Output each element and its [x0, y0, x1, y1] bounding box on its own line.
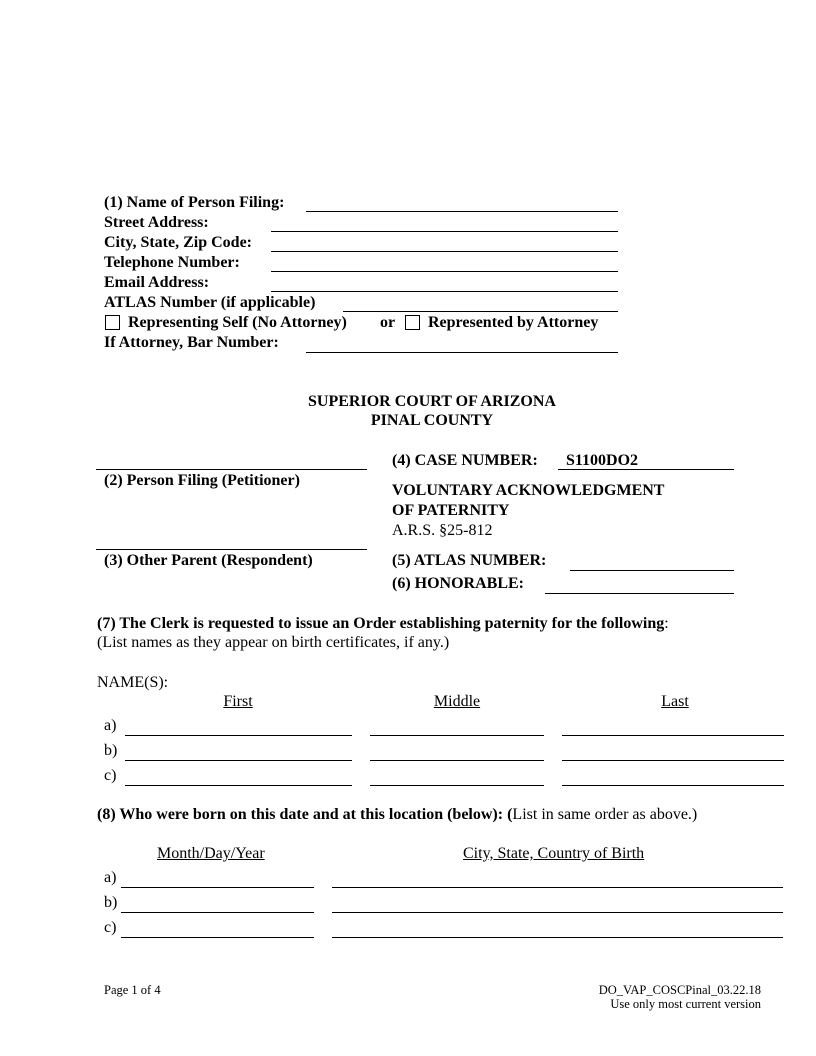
name-row-b-first-field[interactable] [125, 760, 352, 761]
birth-row-b-date-field[interactable] [121, 912, 314, 913]
names-label: NAME(S): [97, 674, 169, 691]
birth-row-a-date-field[interactable] [121, 887, 314, 888]
represented-by-attorney-checkbox[interactable] [405, 315, 420, 330]
name-row-a-first-field[interactable] [125, 735, 352, 736]
street-address-label: Street Address: [104, 214, 209, 231]
atlas-number-field[interactable] [343, 311, 618, 312]
bar-number-label: If Attorney, Bar Number: [104, 334, 279, 351]
petitioner-label: (2) Person Filing (Petitioner) [104, 472, 300, 489]
case-number-value: S1100DO2 [566, 452, 639, 469]
column-place: City, State, Country of Birth [463, 845, 645, 862]
section7-heading [97, 615, 669, 633]
bar-number-field[interactable] [306, 352, 618, 353]
document-title-line1: VOLUNTARY ACKNOWLEDGMENT [392, 482, 665, 499]
birth-row-a-label: a) [104, 869, 117, 886]
court-county: PINAL COUNTY [370, 412, 494, 429]
name-row-b-middle-field[interactable] [370, 760, 544, 761]
column-first: First [223, 693, 253, 710]
section8-heading [97, 806, 697, 824]
atlas-number-label: ATLAS Number (if applicable) [104, 294, 316, 311]
birth-row-b-place-field[interactable] [332, 912, 783, 913]
birth-row-b-label: b) [104, 894, 118, 911]
name-row-c-middle-field[interactable] [370, 785, 544, 786]
honorable-label: (6) HONORABLE: [392, 575, 524, 592]
section8-heading-normal: List in same order as above.) [512, 806, 698, 823]
atlas-number-caption-field[interactable] [570, 570, 734, 571]
represented-by-attorney-label: Represented by Attorney [428, 314, 599, 331]
name-row-a-label: a) [104, 717, 117, 734]
section7-heading-text: (7) The Clerk is requested to issue an Order establishing paternity for the following [97, 615, 665, 632]
case-number-field[interactable] [558, 469, 734, 470]
name-of-person-filing-field[interactable] [306, 211, 618, 212]
telephone-number-field[interactable] [271, 271, 618, 272]
column-date: Month/Day/Year [157, 845, 265, 862]
representing-self-label: Representing Self (No Attorney) [128, 314, 347, 331]
respondent-label: (3) Other Parent (Respondent) [104, 552, 313, 569]
document-title-line2: OF PATERNITY [392, 502, 510, 519]
city-state-zip-field[interactable] [271, 251, 618, 252]
court-name: SUPERIOR COURT OF ARIZONA [308, 393, 556, 410]
email-address-label: Email Address: [104, 274, 210, 291]
form-id: DO_VAP_COSCPinal_03.22.18 [598, 983, 761, 997]
name-row-b-label: b) [104, 742, 118, 759]
section7-note: (List names as they appear on birth certificates, if any.) [97, 634, 450, 651]
page-number: Page 1 of 4 [104, 983, 161, 997]
case-number-label: (4) CASE NUMBER: [392, 452, 538, 469]
city-state-zip-label: City, State, Zip Code: [104, 234, 252, 251]
section8-heading-bold: (8) Who were born on this date and at this location (below): ( [97, 806, 513, 823]
name-row-a-middle-field[interactable] [370, 735, 544, 736]
email-address-field[interactable] [271, 291, 618, 292]
birth-row-c-label: c) [104, 919, 117, 936]
name-row-c-label: c) [104, 767, 117, 784]
atlas-number-caption-label: (5) ATLAS NUMBER: [392, 552, 547, 569]
name-row-c-first-field[interactable] [125, 785, 352, 786]
statute-reference: A.R.S. §25-812 [392, 522, 493, 539]
column-last: Last [661, 693, 689, 710]
representing-self-checkbox[interactable] [105, 315, 120, 330]
name-row-b-last-field[interactable] [562, 760, 784, 761]
street-address-field[interactable] [271, 231, 618, 232]
birth-row-a-place-field[interactable] [332, 887, 783, 888]
birth-row-c-date-field[interactable] [121, 937, 314, 938]
telephone-number-label: Telephone Number: [104, 254, 240, 271]
honorable-field[interactable] [545, 593, 734, 594]
name-row-c-last-field[interactable] [562, 785, 784, 786]
birth-row-c-place-field[interactable] [332, 937, 783, 938]
section7-heading-colon: : [664, 615, 669, 632]
column-middle: Middle [433, 693, 481, 710]
name-row-a-last-field[interactable] [562, 735, 784, 736]
or-label: or [380, 314, 396, 331]
respondent-name-field[interactable] [96, 549, 367, 550]
version-note: Use only most current version [610, 997, 761, 1011]
petitioner-name-field[interactable] [96, 469, 367, 470]
name-of-person-filing-label: (1) Name of Person Filing: [104, 194, 285, 211]
